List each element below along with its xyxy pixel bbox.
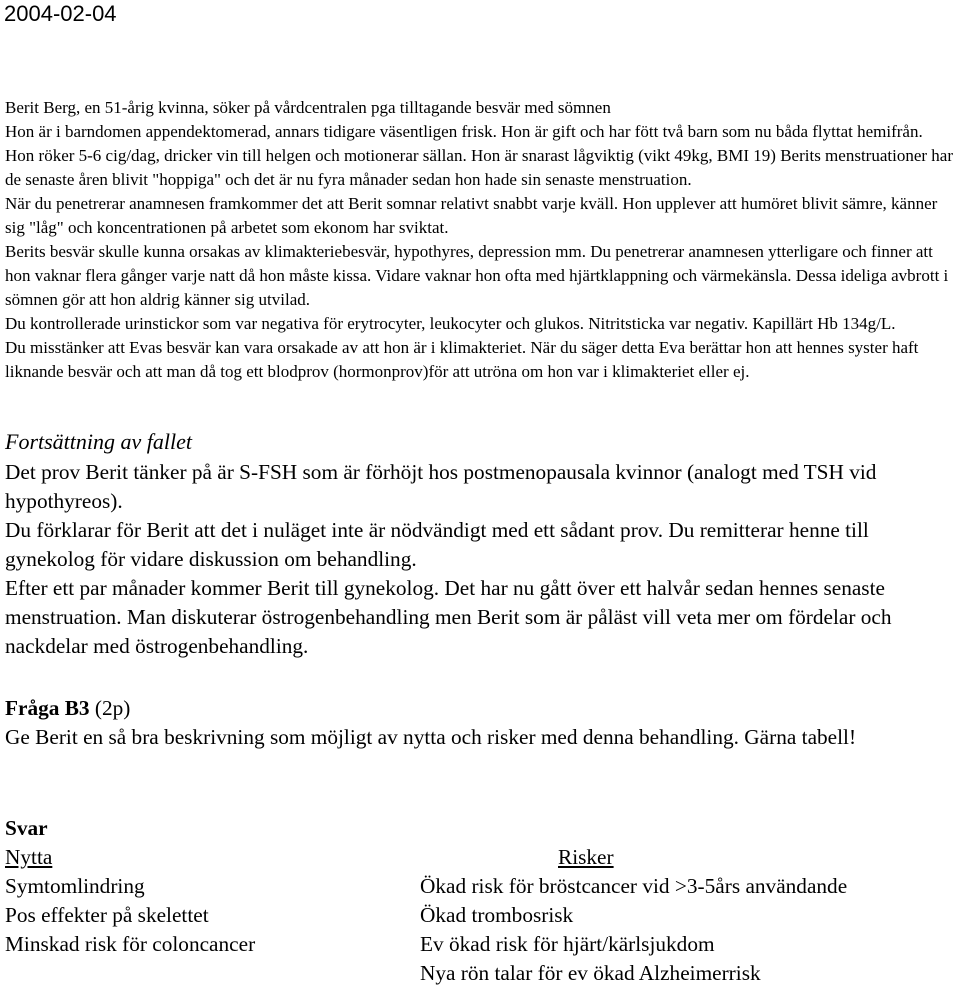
- question-text: Ge Berit en så bra beskrivning som möjligt av nytta och risker med denna behandling. Gärna tabell!: [5, 725, 857, 749]
- continuation-paragraph: Det prov Berit tänker på är S-FSH som är förhöjt hos postmenopausala kvinnor (analogt med TSH vid hypothyreos).: [5, 460, 877, 513]
- case-intro: [5, 96, 955, 384]
- benefit-item: Pos effekter på skelettet: [5, 903, 209, 927]
- answer-title: Svar: [5, 816, 48, 840]
- benefit-item: Minskad risk för coloncancer: [5, 932, 256, 956]
- intro-paragraph: Du kontrollerade urinstickor som var negativa för erytrocyter, leukocyter och glukos. Nitritsticka var negativ. Kapillärt Hb 134g/L.: [5, 314, 896, 333]
- benefit-item: Symtomlindring: [5, 874, 145, 898]
- question-block: [5, 694, 955, 752]
- benefits-column: [5, 843, 255, 959]
- question-heading: [5, 694, 955, 723]
- risk-item: Ökad risk för bröstcancer vid >3-5års användande: [420, 874, 848, 898]
- risk-item: Ev ökad risk för hjärt/kärlsjukdom: [420, 932, 715, 956]
- question-points: (2p): [89, 696, 131, 720]
- risk-item: Nya rön talar för ev ökad Alzheimerrisk: [420, 961, 761, 985]
- continuation-body: [5, 458, 960, 661]
- intro-paragraph: Berits besvär skulle kunna orsakas av klimakteriebesvär, hypothyres, depression mm. Du penetrerar anamnesen ytterligare och finner att hon vaknar flera gånger varje natt då hon måste kissa. Vidare vaknar hon ofta med hjärtklappning och värmekänsla. Dessa ideliga avbrott i sömnen gör att hon aldrig känner sig utvilad.: [5, 242, 949, 309]
- intro-paragraph: När du penetrerar anamnesen framkommer det att Berit somnar relativt snabbt varje kväll. Hon upplever att humöret blivit sämre, känner sig "låg" och koncentrationen på arbetet som ekonom har sviktat.: [5, 194, 938, 237]
- question-label: Fråga B3: [5, 696, 90, 720]
- risks-column: [420, 843, 847, 988]
- continuation-paragraph: Du förklarar för Berit att det i nuläget inte är nödvändigt med ett sådant prov. Du remitterar henne till gynekolog för vidare diskussion om behandling.: [5, 518, 869, 571]
- continuation-paragraph: Efter ett par månader kommer Berit till gynekolog. Det har nu gått över ett halvår sedan hennes senaste menstruation. Man diskuterar östrogenbehandling men Berit som är påläst vill veta mer om fördelar och nackdelar med östrogenbehandling.: [5, 576, 892, 658]
- continuation-title: Fortsättning av fallet: [5, 429, 192, 454]
- document-date: 2004-02-04: [4, 1, 117, 26]
- risks-header: Risker: [558, 845, 614, 869]
- intro-paragraph: Berit Berg, en 51-årig kvinna, söker på vårdcentralen pga tilltagande besvär med sömnen: [5, 98, 611, 117]
- benefits-header: Nytta: [5, 845, 53, 869]
- risk-item: Ökad trombosrisk: [420, 903, 574, 927]
- intro-paragraph: Hon är i barndomen appendektomerad, annars tidigare väsentligen frisk. Hon är gift och har fött två barn som nu båda flyttat hemifrån. Hon röker 5-6 cig/dag, dricker vin till helgen och motionerar sällan. Hon är snarast lågviktig (vikt 49kg, BMI 19) Berits menstruationer har de senaste åren blivit "hoppiga" och det är nu fyra månader sedan hon hade sin senaste menstruation.: [5, 122, 953, 189]
- intro-paragraph: Du misstänker att Evas besvär kan vara orsakade av att hon är i klimakteriet. När du säger detta Eva berättar hon att hennes syster haft liknande besvär och att man då tog ett blodprov (hormonprov)för att utröna om hon var i klimakteriet eller ej.: [5, 338, 919, 381]
